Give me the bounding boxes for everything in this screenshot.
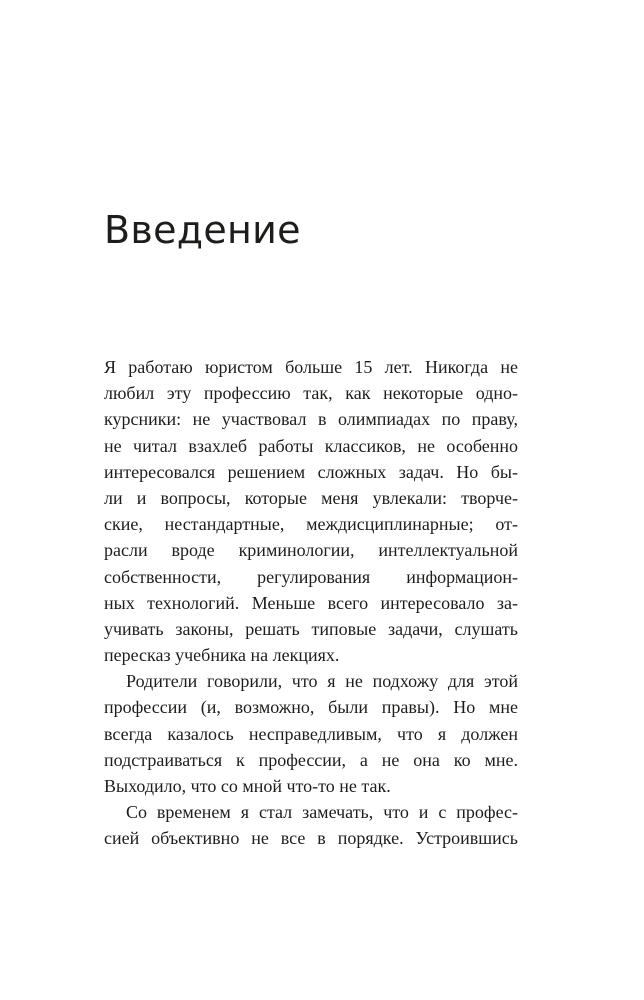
text-line: учивать законы, решать типовые задачи, слушать: [104, 618, 518, 639]
text-line: расли вроде криминологии, интеллектуальной: [104, 540, 518, 561]
text-line: пересказ учебника на лекциях.: [104, 645, 340, 666]
body-text: [104, 354, 518, 852]
text-line: сией объективно не все в порядке. Устроившись: [104, 828, 518, 849]
text-line: Со временем я стал замечать, что и с профес-: [126, 802, 518, 823]
text-line: подстраиваться к профессии, а не она ко мне.: [104, 749, 518, 770]
text-line: курсники: не участвовал в олимпиадах по праву,: [104, 409, 518, 430]
text-line: ли и вопросы, которые меня увлекали: творче-: [104, 487, 518, 508]
text-line: ных технологий. Меньше всего интересовало за-: [104, 592, 518, 613]
text-line: всегда казалось несправедливым, что я должен: [104, 723, 518, 744]
text-line: ские, нестандартные, междисциплинарные; от-: [104, 514, 518, 535]
text-line: профессии (и, возможно, были правы). Но мне: [104, 697, 518, 718]
text-line: Я работаю юристом больше 15 лет. Никогда не: [104, 357, 518, 377]
text-line: Родители говорили, что я не подхожу для этой: [126, 671, 518, 692]
text-line: любил эту профессию так, как некоторые одно-: [104, 383, 518, 404]
chapter-title: Введение: [104, 208, 301, 252]
text-line: не читал взахлеб работы классиков, не особенно: [104, 435, 518, 456]
paragraph: [104, 668, 518, 799]
text-line: собственности, регулирования информацион-: [104, 566, 518, 587]
text-line: Выходило, что со мной что-то не так.: [104, 776, 391, 796]
paragraph: [104, 354, 518, 668]
text-line: интересовался решением сложных задач. Но бы-: [104, 461, 518, 482]
paragraph: [104, 799, 518, 851]
